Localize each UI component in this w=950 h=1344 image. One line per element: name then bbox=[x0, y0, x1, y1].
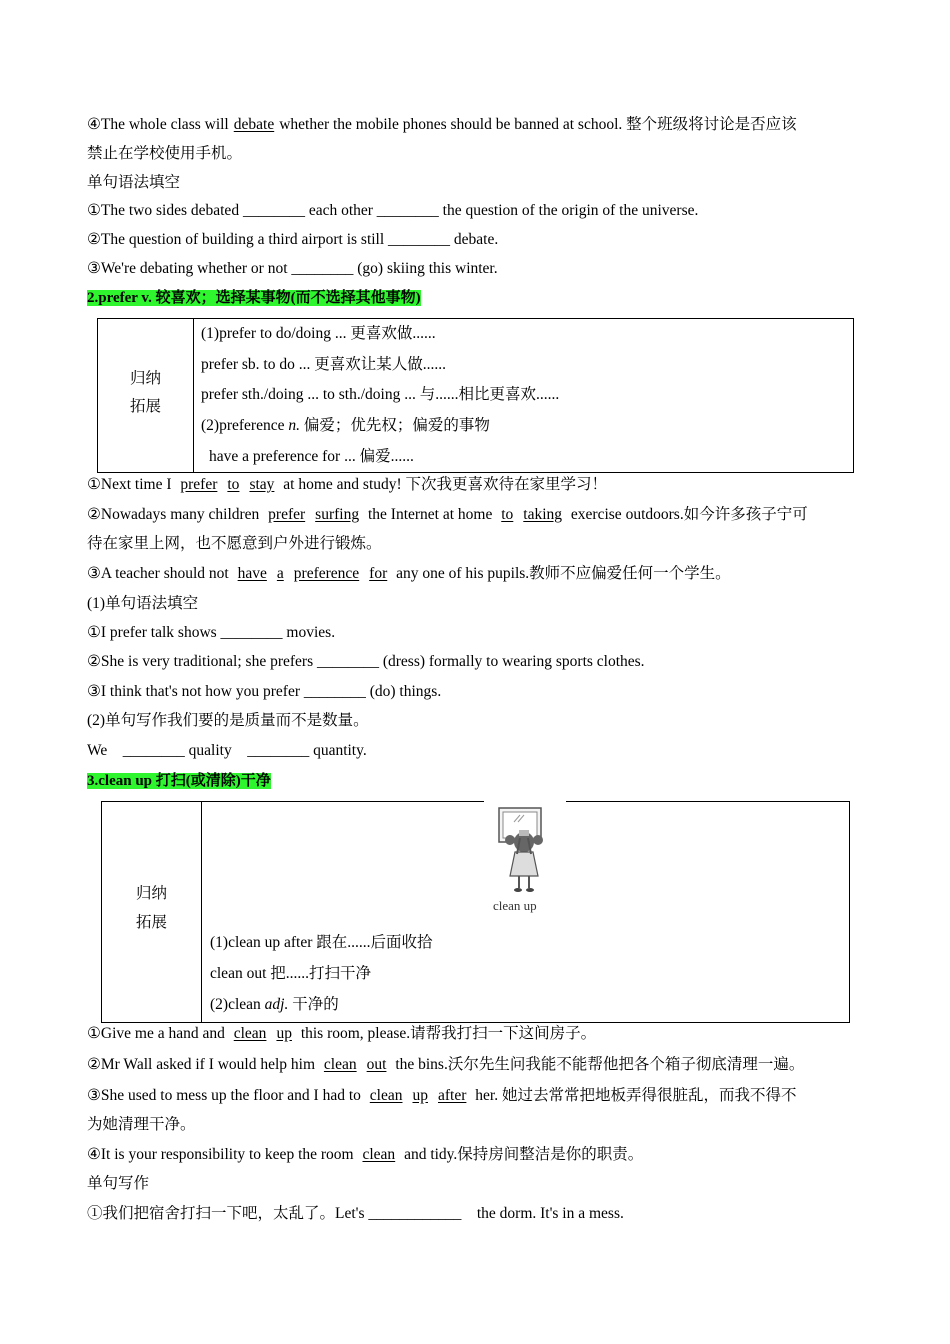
summary-table bbox=[101, 801, 850, 1023]
example-sentence: ③She used to mess up the floor and I had to clean up after her. 她过去常常把地板弄得很脏乱，而我不得不 bbox=[87, 1087, 797, 1104]
table-row: (2)preference n. 偏爱；优先权；偏爱的事物 bbox=[201, 417, 490, 434]
exercise-heading: 单句写作 bbox=[87, 1175, 150, 1192]
exercise-question: We ________ quality ________ quantity. bbox=[87, 742, 367, 759]
answer-word: debate bbox=[233, 116, 275, 133]
table-row: (2)clean adj. 干净的 bbox=[210, 996, 339, 1013]
example-sentence: ①Give me a hand and clean up this room, please.请帮我打扫一下这间房子。 bbox=[87, 1025, 597, 1042]
exercise-heading: (2)单句写作我们要的是质量而不是数量。 bbox=[87, 712, 369, 729]
text-line: 为她清理干净。 bbox=[87, 1116, 196, 1133]
example-sentence: ②Nowadays many children prefer surfing the Internet at home to taking exercise outdoors.如今许多孩子宁可 bbox=[87, 506, 808, 523]
text-line: 禁止在学校使用手机。 bbox=[87, 145, 243, 162]
exercise-heading: (1)单句语法填空 bbox=[87, 595, 199, 612]
table-row: (1)prefer to do/doing ... 更喜欢做...... bbox=[201, 325, 436, 342]
table-row: have a preference for ... 偏爱...... bbox=[209, 448, 414, 465]
table-row: prefer sb. to do ... 更喜欢让某人做...... bbox=[201, 356, 446, 373]
girl-cleaning-icon bbox=[484, 800, 566, 900]
image-caption: clean up bbox=[493, 898, 537, 913]
exercise-question: ③We're debating whether or not ________ (go) skiing this winter. bbox=[87, 260, 498, 277]
exercise-question: ③I think that's not how you prefer ________ (do) things. bbox=[87, 683, 442, 700]
example-sentence: ④It is your responsibility to keep the room clean and tidy.保持房间整洁是你的职责。 bbox=[87, 1146, 644, 1163]
table-row: clean out 把......打扫干净 bbox=[210, 965, 372, 982]
table-label: 归纳 拓展 bbox=[102, 802, 202, 1022]
exercise-heading: 单句语法填空 bbox=[87, 174, 181, 191]
exercise-question: ②She is very traditional; she prefers ________ (dress) formally to wearing sports clothes. bbox=[87, 653, 645, 670]
example-sentence: ③A teacher should not have a preference for any one of his pupils.教师不应偏爱任何一个学生。 bbox=[87, 565, 731, 582]
section-heading: 3.clean up 打扫(或清除)干净 bbox=[87, 773, 271, 789]
exercise-question: ①我们把宿舍打扫一下吧，太乱了。Let's ____________ the dorm. It's in a mess. bbox=[87, 1205, 624, 1222]
example-sentence: ②Mr Wall asked if I would help him clean out the bins.沃尔先生问我能不能帮他把各个箱子彻底清理一遍。 bbox=[87, 1056, 805, 1073]
section-heading: 2.prefer v. 较喜欢；选择某事物(而不选择其他事物) bbox=[87, 290, 421, 306]
summary-table bbox=[97, 318, 854, 473]
sentence-debate: ④The whole class will debate whether the mobile phones should be banned at school. 整个班级将讨论是否应该 bbox=[87, 116, 797, 133]
table-row: prefer sth./doing ... to sth./doing ... 与......相比更喜欢...... bbox=[201, 386, 560, 403]
exercise-question: ①I prefer talk shows ________ movies. bbox=[87, 624, 336, 641]
text-line: 待在家里上网，也不愿意到户外进行锻炼。 bbox=[87, 535, 382, 552]
exercise-question: ②The question of building a third airport is still ________ debate. bbox=[87, 231, 499, 248]
exercise-question: ①The two sides debated ________ each other ________ the question of the origin of the universe. bbox=[87, 202, 699, 219]
example-sentence: ①Next time I prefer to stay at home and study! 下次我更喜欢待在家里学习！ bbox=[87, 476, 608, 493]
table-row: (1)clean up after 跟在......后面收拾 bbox=[210, 934, 433, 951]
table-label: 归纳 拓展 bbox=[98, 319, 194, 472]
